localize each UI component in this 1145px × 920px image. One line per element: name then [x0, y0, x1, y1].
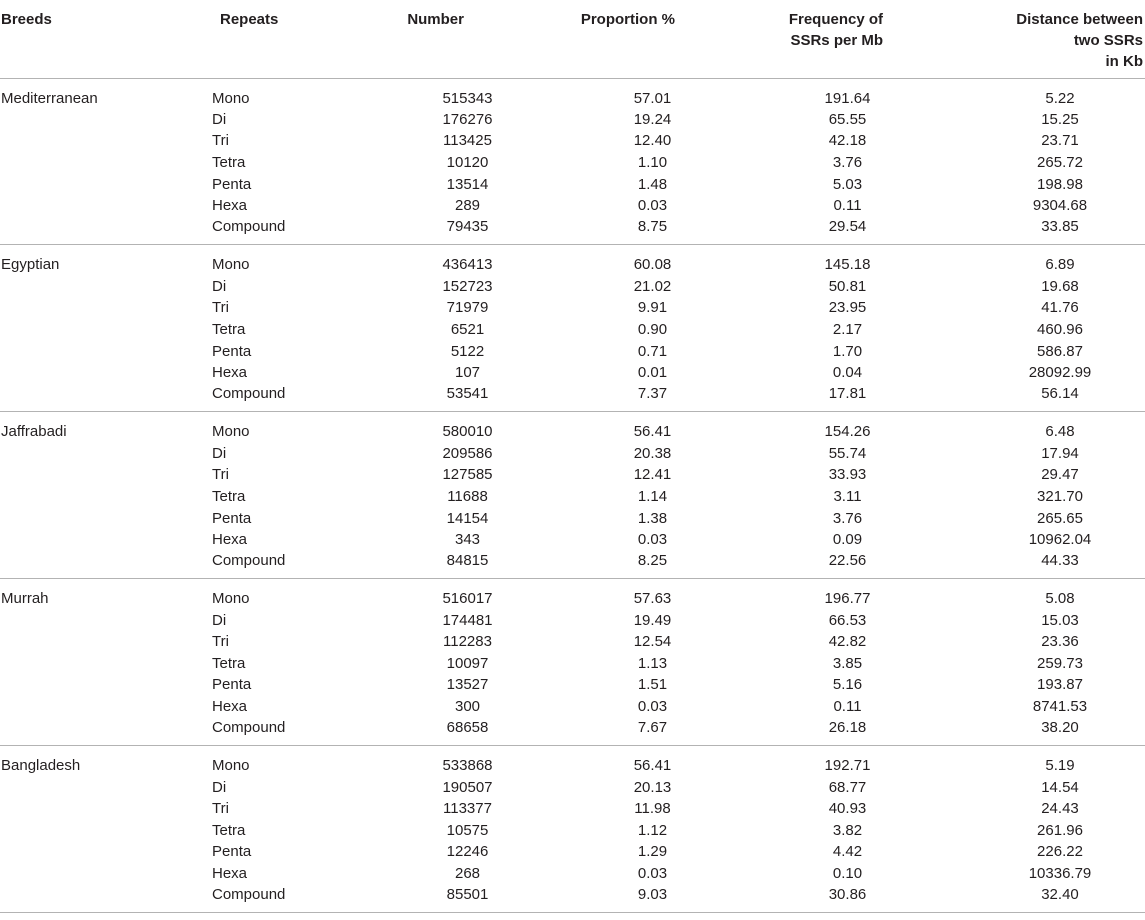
cell-number: 6521	[450, 320, 485, 338]
cell-number: 268	[454, 865, 481, 883]
cell-distance: 9304.68	[1032, 197, 1088, 215]
cell-repeat: Penta	[212, 509, 252, 527]
cell-breed-empty	[0, 486, 205, 508]
table-row	[0, 609, 1145, 631]
header-number: Number	[345, 0, 540, 78]
cell-breed-empty	[0, 841, 205, 863]
cell-frequency: 3.85	[832, 654, 863, 672]
cell-number: 343	[454, 531, 481, 549]
cell-number: 5122	[450, 342, 485, 360]
table-row	[0, 362, 1145, 384]
cell-number: 14154	[446, 509, 489, 527]
table-row	[0, 216, 1145, 245]
cell-distance: 32.40	[935, 884, 1145, 913]
cell-frequency: 3.82	[832, 821, 863, 839]
cell-number: 300	[454, 698, 481, 716]
cell-repeat: Compound	[205, 550, 345, 579]
table-row	[0, 884, 1145, 913]
header-distance-line3: in Kb	[1105, 53, 1143, 70]
cell-proportion: 20.13	[633, 778, 672, 796]
cell-proportion: 60.08	[633, 256, 672, 274]
cell-proportion: 56.41	[633, 423, 672, 441]
cell-number: 10097	[446, 654, 489, 672]
cell-frequency: 26.18	[735, 717, 935, 746]
cell-frequency: 66.53	[828, 611, 867, 629]
cell-breed-empty	[0, 340, 205, 362]
cell-repeat: Tri	[212, 800, 229, 818]
cell-repeat: Tri	[212, 466, 229, 484]
cell-number: 127585	[442, 466, 493, 484]
cell-frequency: 0.11	[833, 698, 862, 716]
cell-breed-empty	[0, 776, 205, 798]
cell-proportion: 7.67	[540, 717, 735, 746]
cell-repeat: Penta	[212, 342, 252, 360]
cell-distance: 460.96	[1037, 320, 1083, 338]
cell-frequency: 0.04	[832, 364, 863, 382]
cell-distance: 6.89	[1045, 256, 1075, 274]
table-header	[0, 0, 1145, 78]
cell-repeat: Mono	[212, 89, 250, 107]
cell-number: 516017	[442, 590, 493, 608]
cell-repeat: Tetra	[212, 821, 246, 839]
cell-breed-empty	[0, 507, 205, 529]
cell-number: 176276	[442, 110, 493, 128]
cell-breed-empty	[0, 362, 205, 384]
cell-repeat: Compound	[205, 717, 345, 746]
cell-number: 436413	[442, 256, 493, 274]
cell-number: 68658	[345, 717, 540, 746]
cell-distance: 23.36	[1041, 633, 1079, 651]
cell-proportion: 0.71	[637, 342, 668, 360]
cell-proportion: 19.49	[633, 611, 672, 629]
cell-breed-empty	[0, 631, 205, 653]
cell-repeat: Di	[212, 611, 227, 629]
table-row	[0, 717, 1145, 746]
table-row	[0, 653, 1145, 675]
cell-distance: 259.73	[1037, 654, 1083, 672]
cell-frequency: 17.81	[735, 383, 935, 412]
cell-repeat: Mono	[212, 757, 250, 775]
cell-breed: Mediterranean	[1, 89, 98, 107]
cell-frequency: 196.77	[824, 590, 871, 608]
cell-distance: 38.20	[935, 717, 1145, 746]
cell-frequency: 22.56	[735, 550, 935, 579]
cell-breed-empty	[0, 653, 205, 675]
cell-proportion: 0.03	[637, 197, 668, 215]
cell-proportion: 9.91	[637, 299, 668, 317]
cell-repeat: Mono	[212, 423, 250, 441]
cell-frequency: 50.81	[828, 277, 867, 295]
table-row	[0, 841, 1145, 863]
cell-frequency: 1.70	[832, 342, 863, 360]
cell-distance: 5.22	[1045, 89, 1075, 107]
cell-proportion: 0.01	[637, 364, 668, 382]
cell-repeat: Hexa	[212, 197, 248, 215]
cell-breed-empty	[0, 717, 205, 746]
cell-breed: Bangladesh	[1, 757, 81, 775]
cell-distance: 198.98	[1037, 175, 1083, 193]
cell-distance: 261.96	[1037, 821, 1083, 839]
cell-distance: 24.43	[1041, 800, 1079, 818]
cell-proportion: 57.63	[633, 590, 672, 608]
cell-repeat: Tri	[212, 299, 229, 317]
cell-frequency: 3.76	[832, 153, 863, 171]
table-row	[0, 820, 1145, 842]
cell-proportion: 12.40	[633, 132, 672, 150]
cell-repeat: Tetra	[212, 320, 246, 338]
table-row	[0, 798, 1145, 820]
cell-breed: Egyptian	[1, 256, 60, 274]
cell-frequency: 42.82	[828, 633, 867, 651]
cell-proportion: 56.41	[633, 757, 672, 775]
table-row	[0, 776, 1145, 798]
cell-frequency: 65.55	[828, 110, 867, 128]
table-row	[0, 130, 1145, 152]
cell-distance: 10962.04	[1028, 531, 1092, 549]
cell-frequency: 192.71	[824, 757, 871, 775]
cell-proportion: 12.54	[633, 633, 672, 651]
cell-breed-empty	[0, 216, 205, 245]
cell-frequency: 42.18	[828, 132, 867, 150]
table-row	[0, 297, 1145, 319]
header-proportion: Proportion %	[540, 0, 735, 78]
cell-number: 533868	[442, 757, 493, 775]
cell-breed-empty	[0, 696, 205, 718]
cell-proportion: 0.90	[637, 320, 668, 338]
cell-distance: 321.70	[1037, 487, 1083, 505]
cell-breed-empty	[0, 297, 205, 319]
cell-frequency: 5.16	[832, 676, 863, 694]
cell-frequency: 55.74	[828, 444, 867, 462]
cell-distance: 5.08	[1045, 590, 1075, 608]
cell-breed-empty	[0, 275, 205, 297]
cell-proportion: 11.98	[634, 800, 671, 818]
table-row	[0, 340, 1145, 362]
cell-breed-empty	[0, 109, 205, 131]
cell-distance: 33.85	[935, 216, 1145, 245]
table-row	[0, 486, 1145, 508]
cell-breed-empty	[0, 383, 205, 412]
cell-proportion: 0.03	[637, 698, 668, 716]
table-row	[0, 550, 1145, 579]
cell-repeat: Di	[212, 277, 227, 295]
cell-number: 580010	[442, 423, 493, 441]
cell-number: 53541	[345, 383, 540, 412]
cell-proportion: 0.03	[637, 531, 668, 549]
cell-frequency: 5.03	[832, 175, 863, 193]
cell-distance: 56.14	[935, 383, 1145, 412]
cell-frequency: 4.42	[832, 843, 863, 861]
cell-breed-empty	[0, 319, 205, 341]
header-breeds: Breeds	[0, 0, 205, 78]
cell-distance: 19.68	[1041, 277, 1079, 295]
cell-frequency: 2.17	[832, 320, 863, 338]
cell-breed-empty	[0, 550, 205, 579]
cell-repeat: Hexa	[212, 865, 248, 883]
cell-number: 190507	[442, 778, 493, 796]
table-body	[0, 78, 1145, 913]
cell-repeat: Tri	[212, 132, 229, 150]
cell-proportion: 0.03	[637, 865, 668, 883]
cell-frequency: 191.64	[824, 89, 871, 107]
cell-repeat: Tetra	[212, 654, 246, 672]
cell-number: 71979	[446, 299, 489, 317]
cell-breed: Jaffrabadi	[1, 423, 67, 441]
cell-frequency: 68.77	[828, 778, 867, 796]
table-row	[0, 863, 1145, 885]
cell-repeat: Tetra	[212, 153, 246, 171]
table-row	[0, 195, 1145, 217]
table-row	[0, 319, 1145, 341]
cell-breed-empty	[0, 464, 205, 486]
table-row	[0, 674, 1145, 696]
cell-frequency: 145.18	[824, 256, 871, 274]
cell-distance: 586.87	[1037, 342, 1083, 360]
cell-breed-empty	[0, 152, 205, 174]
table-row	[0, 275, 1145, 297]
cell-number: 174481	[442, 611, 493, 629]
cell-number: 11688	[447, 487, 488, 505]
cell-number: 113377	[443, 800, 492, 818]
cell-proportion: 9.03	[540, 884, 735, 913]
cell-proportion: 7.37	[540, 383, 735, 412]
cell-proportion: 19.24	[633, 110, 672, 128]
cell-frequency: 33.93	[828, 466, 867, 484]
cell-breed: Murrah	[1, 590, 49, 608]
cell-repeat: Hexa	[212, 698, 248, 716]
table-row	[0, 412, 1145, 443]
cell-frequency: 23.95	[828, 299, 867, 317]
table-row	[0, 109, 1145, 131]
cell-repeat: Compound	[205, 383, 345, 412]
cell-number: 112283	[443, 633, 492, 651]
cell-proportion: 1.48	[637, 175, 668, 193]
cell-repeat: Penta	[212, 676, 252, 694]
cell-proportion: 57.01	[633, 89, 672, 107]
cell-distance: 44.33	[935, 550, 1145, 579]
table-row	[0, 442, 1145, 464]
cell-frequency: 29.54	[735, 216, 935, 245]
cell-number: 84815	[345, 550, 540, 579]
cell-breed-empty	[0, 609, 205, 631]
cell-number: 515343	[442, 89, 493, 107]
header-distance	[935, 0, 1145, 78]
cell-proportion: 8.25	[540, 550, 735, 579]
header-distance-line2: two SSRs	[1073, 32, 1143, 49]
cell-breed-empty	[0, 820, 205, 842]
header-distance-line1: Distance between	[1016, 11, 1143, 28]
cell-number: 10120	[446, 153, 489, 171]
cell-proportion: 1.29	[637, 843, 668, 861]
cell-proportion: 1.51	[637, 676, 668, 694]
table-row	[0, 464, 1145, 486]
cell-breed-empty	[0, 863, 205, 885]
cell-frequency: 30.86	[735, 884, 935, 913]
cell-breed-empty	[0, 798, 205, 820]
cell-number: 85501	[345, 884, 540, 913]
cell-repeat: Di	[212, 444, 227, 462]
cell-repeat: Mono	[212, 590, 250, 608]
cell-frequency: 40.93	[828, 800, 867, 818]
cell-distance: 8741.53	[1032, 698, 1088, 716]
cell-breed-empty	[0, 195, 205, 217]
cell-number: 79435	[345, 216, 540, 245]
cell-proportion: 1.14	[637, 487, 668, 505]
cell-breed-empty	[0, 529, 205, 551]
cell-frequency: 3.76	[832, 509, 863, 527]
cell-frequency: 0.11	[833, 197, 862, 215]
cell-proportion: 1.10	[637, 153, 668, 171]
cell-proportion: 1.12	[637, 821, 668, 839]
cell-proportion: 8.75	[540, 216, 735, 245]
table-row	[0, 383, 1145, 412]
cell-repeat: Hexa	[212, 531, 248, 549]
cell-distance: 15.03	[1041, 611, 1079, 629]
cell-repeat: Tetra	[212, 487, 246, 505]
cell-number: 107	[454, 364, 481, 382]
table-row	[0, 579, 1145, 610]
cell-frequency: 3.11	[833, 487, 862, 505]
cell-distance: 265.65	[1037, 509, 1083, 527]
cell-distance: 28092.99	[1028, 364, 1092, 382]
cell-distance: 41.76	[1041, 299, 1079, 317]
cell-distance: 29.47	[1041, 466, 1079, 484]
cell-distance: 6.48	[1045, 423, 1075, 441]
cell-distance: 17.94	[1041, 444, 1079, 462]
cell-distance: 10336.79	[1028, 865, 1092, 883]
cell-distance: 265.72	[1037, 153, 1083, 171]
cell-proportion: 1.13	[637, 654, 668, 672]
cell-breed-empty	[0, 442, 205, 464]
table-row	[0, 696, 1145, 718]
cell-breed-empty	[0, 130, 205, 152]
cell-repeat: Tri	[212, 633, 229, 651]
cell-frequency: 0.10	[832, 865, 863, 883]
table-row	[0, 529, 1145, 551]
table-row	[0, 78, 1145, 109]
cell-repeat: Compound	[205, 216, 345, 245]
cell-repeat: Di	[212, 110, 227, 128]
cell-frequency: 154.26	[824, 423, 871, 441]
table-row	[0, 152, 1145, 174]
cell-repeat: Penta	[212, 175, 252, 193]
cell-proportion: 12.41	[633, 466, 672, 484]
table-row	[0, 245, 1145, 276]
cell-proportion: 20.38	[633, 444, 672, 462]
header-frequency-line1: Frequency of	[788, 11, 883, 28]
table-row	[0, 746, 1145, 777]
cell-distance: 5.19	[1045, 757, 1075, 775]
cell-breed-empty	[0, 884, 205, 913]
cell-distance: 226.22	[1037, 843, 1083, 861]
cell-breed-empty	[0, 173, 205, 195]
cell-distance: 14.54	[1041, 778, 1079, 796]
cell-proportion: 1.38	[637, 509, 668, 527]
cell-repeat: Penta	[212, 843, 252, 861]
cell-number: 12246	[446, 843, 489, 861]
cell-proportion: 21.02	[633, 277, 672, 295]
cell-distance: 15.25	[1041, 110, 1079, 128]
header-row	[0, 0, 1145, 78]
cell-repeat: Compound	[205, 884, 345, 913]
table-row	[0, 631, 1145, 653]
cell-distance: 23.71	[1041, 132, 1079, 150]
cell-breed-empty	[0, 674, 205, 696]
cell-number: 10575	[446, 821, 489, 839]
cell-number: 13514	[446, 175, 489, 193]
header-frequency-line2: SSRs per Mb	[790, 32, 883, 49]
cell-repeat: Mono	[212, 256, 250, 274]
cell-repeat: Hexa	[212, 364, 248, 382]
cell-number: 113425	[443, 132, 492, 150]
cell-number: 152723	[442, 277, 493, 295]
table-row	[0, 173, 1145, 195]
cell-frequency: 0.09	[832, 531, 863, 549]
table-row	[0, 507, 1145, 529]
cell-distance: 193.87	[1037, 676, 1083, 694]
cell-repeat: Di	[212, 778, 227, 796]
cell-number: 289	[454, 197, 481, 215]
cell-number: 13527	[446, 676, 489, 694]
header-repeats: Repeats	[205, 0, 345, 78]
cell-number: 209586	[442, 444, 493, 462]
header-frequency	[735, 0, 935, 78]
